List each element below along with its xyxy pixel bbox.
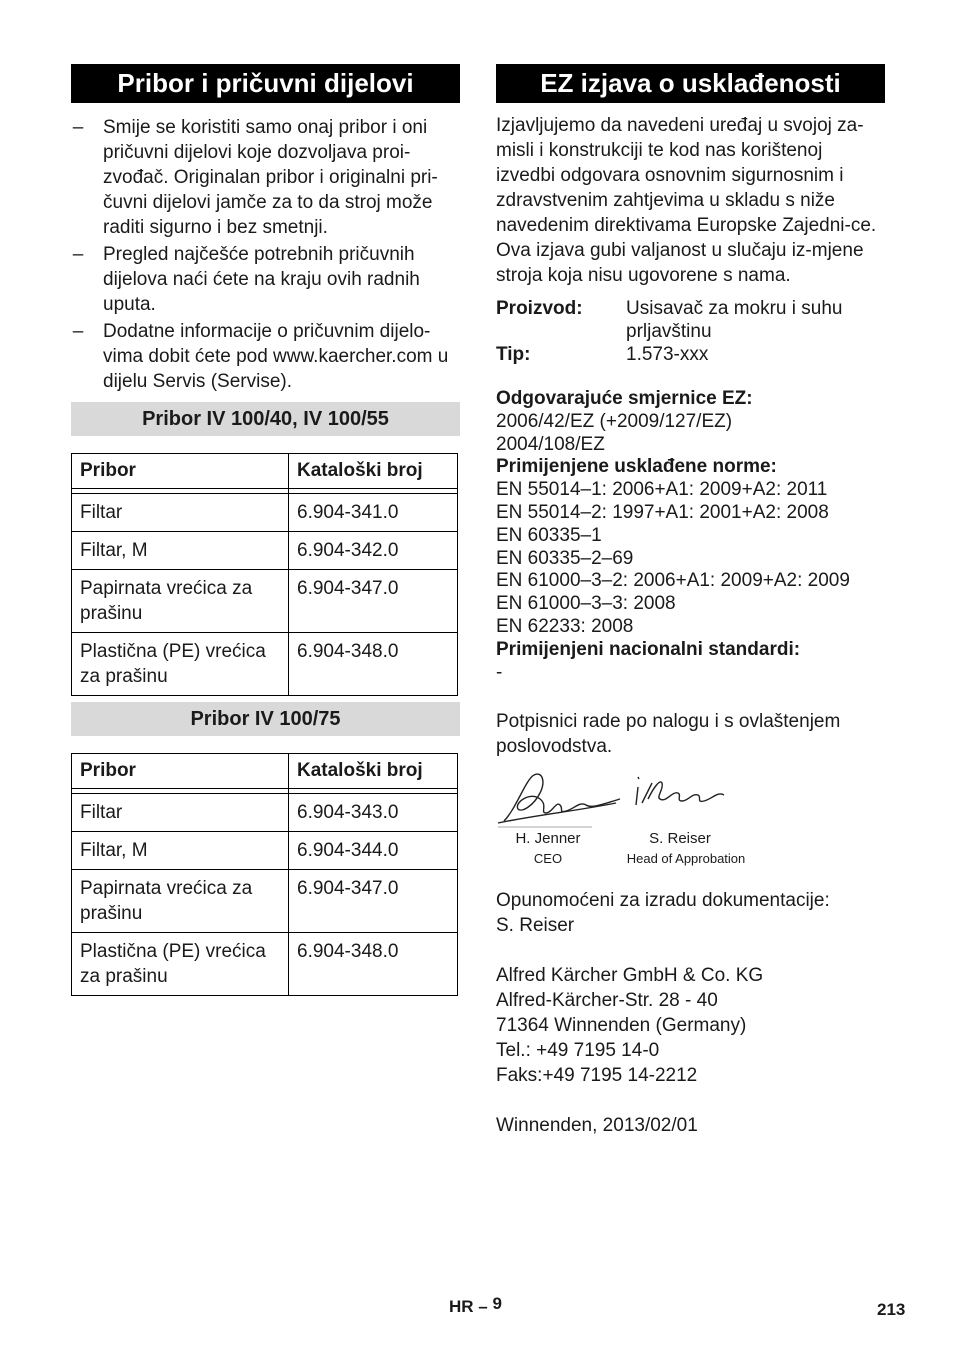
cell-catalog-number: 6.904-348.0 (289, 633, 458, 696)
signer2-name: S. Reiser (649, 830, 711, 848)
signatories-text: Potpisnici rade po nalogu i s ovlaštenjem poslovodstva. (496, 711, 841, 758)
norm-item: EN 61000–3–2: 2006+A1: 2009+A2: 2009 (496, 570, 850, 592)
cell-accessory: Plastična (PE) vrećica za prašinu (72, 633, 289, 696)
directive-item: 2004/108/EZ (496, 433, 605, 455)
address-line: Alfred-Kärcher-Str. 28 - 40 (496, 990, 718, 1012)
footer-local-page: 9 (492, 1294, 502, 1313)
norm-item: EN 60335–1 (496, 524, 602, 546)
bullet-item (71, 242, 460, 317)
bullet-text: Smije se koristiti samo onaj pribor i oni pričuvni dijelovi koje dozvoljava proi-zvođač. Originalan pribor i originalni pri-čuvni dijelovi jamče za to da stroj može raditi sigurno i bez smetnji. (103, 117, 438, 238)
column-header-accessory: Pribor (72, 754, 289, 789)
cell-accessory: Papirnata vrećica za prašinu (72, 870, 289, 933)
footer-separator: – (478, 1297, 488, 1316)
bullet-text: Pregled najčešće potrebnih pričuvnih dijelova naći ćete na kraju ovih radnih uputa. (103, 244, 420, 315)
directive-item: 2006/42/EZ (+2009/127/EZ) (496, 410, 733, 432)
bullet-item (71, 319, 460, 394)
column-header-catalog-number: Kataloški broj (289, 754, 458, 789)
norm-item: EN 55014–1: 2006+A1: 2009+A2: 2011 (496, 479, 828, 501)
parts-table-2 (71, 753, 458, 996)
cell-catalog-number: 6.904-344.0 (289, 832, 458, 870)
address-line: Alfred Kärcher GmbH & Co. KG (496, 965, 764, 987)
accessories-bullet-list (71, 115, 460, 394)
footer-language-page (449, 1294, 502, 1317)
address-line: Tel.: +49 7195 14-0 (496, 1040, 660, 1062)
parts-table-1 (71, 453, 458, 696)
cell-accessory: Filtar, M (72, 532, 289, 570)
table-row (72, 794, 458, 832)
table-row (72, 633, 458, 696)
company-address (496, 963, 885, 1088)
address-line: Faks:+49 7195 14-2212 (496, 1065, 698, 1087)
table-row (72, 870, 458, 933)
table-row (72, 532, 458, 570)
signature-jenner (498, 774, 620, 823)
footer-language: HR (449, 1297, 474, 1316)
cell-accessory: Filtar, M (72, 832, 289, 870)
norm-item: EN 60335–2–69 (496, 547, 634, 569)
cell-accessory: Filtar (72, 794, 289, 832)
cell-accessory: Filtar (72, 494, 289, 532)
signer1-role: CEO (533, 851, 563, 867)
national-standards-value: - (496, 661, 503, 683)
product-row (496, 297, 885, 343)
norm-item: EN 62233: 2008 (496, 615, 634, 637)
national-standards-heading: Primijenjeni nacionalni standardi: (496, 638, 801, 660)
signature-area (496, 769, 885, 884)
type-label: Tip: (496, 344, 531, 365)
place-date: Winnenden, 2013/02/01 (496, 1115, 698, 1137)
signatures-graphic (496, 769, 885, 884)
column-header-accessory: Pribor (72, 454, 289, 489)
section2-title: Pribor IV 100/75 (71, 702, 460, 736)
cell-catalog-number: 6.904-343.0 (289, 794, 458, 832)
product-info (496, 297, 885, 366)
declaration-intro: Izjavljujemo da navedeni uređaj u svojoj za-misli i konstrukciji te kod nas korištenoj izvedbi odgovara osnovnim sigurnosnim i zdravstvenim zahtjevima u skladu s niže navedenim direktivama Europske Zajedni-ce. Ova izjava gubi valjanost u slučaju iz-mjene stroja koja nisu ugovorene s nama. (496, 115, 877, 286)
documentation-label: Opunomoćeni za izradu dokumentacije: (496, 890, 830, 912)
right-column (496, 64, 885, 1138)
bullet-dash: – (72, 117, 84, 138)
product-value: Usisavač za mokru i suhu prljavštinu (626, 298, 843, 342)
product-label: Proizvod: (496, 298, 583, 319)
bullet-dash: – (72, 244, 84, 265)
column-header-catalog-number: Kataloški broj (289, 454, 458, 489)
documentation-name: S. Reiser (496, 915, 575, 937)
bullet-text: Dodatne informacije o pričuvnim dijelo-vima dobit ćete pod www.kaercher.com u dijelu Servis (Servise). (103, 321, 449, 392)
left-column (71, 64, 460, 996)
signer2-role: Head of Approbation (626, 851, 746, 867)
table-header-row (72, 454, 458, 489)
norm-item: EN 61000–3–3: 2008 (496, 593, 676, 615)
cell-catalog-number: 6.904-341.0 (289, 494, 458, 532)
cell-catalog-number: 6.904-342.0 (289, 532, 458, 570)
table-row (72, 933, 458, 996)
standards-block (496, 388, 885, 684)
documentation-block (496, 888, 885, 938)
signature-reiser (636, 777, 724, 805)
address-line: 71364 Winnenden (Germany) (496, 1015, 747, 1037)
cell-accessory: Papirnata vrećica za prašinu (72, 570, 289, 633)
table-row (72, 570, 458, 633)
norms-heading: Primijenjene usklađene norme: (496, 456, 777, 478)
norm-item: EN 55014–2: 1997+A1: 2001+A2: 2008 (496, 501, 829, 523)
cell-catalog-number: 6.904-347.0 (289, 870, 458, 933)
directives-heading: Odgovarajuće smjernice EZ: (496, 388, 753, 409)
cell-catalog-number: 6.904-347.0 (289, 570, 458, 633)
table-header-row (72, 754, 458, 789)
bullet-item (71, 115, 460, 240)
page-number: 213 (877, 1300, 906, 1319)
section1-title: Pribor IV 100/40, IV 100/55 (71, 402, 460, 436)
type-value: 1.573-xxx (626, 344, 709, 365)
table-row (72, 494, 458, 532)
table-row (72, 832, 458, 870)
signer1-name: H. Jenner (515, 830, 581, 848)
bullet-dash: – (72, 321, 84, 342)
cell-catalog-number: 6.904-348.0 (289, 933, 458, 996)
accessories-heading: Pribor i pričuvni dijelovi (71, 64, 460, 103)
type-row (496, 343, 885, 366)
declaration-heading: EZ izjava o usklađenosti (496, 64, 885, 103)
cell-accessory: Plastična (PE) vrećica za prašinu (72, 933, 289, 996)
